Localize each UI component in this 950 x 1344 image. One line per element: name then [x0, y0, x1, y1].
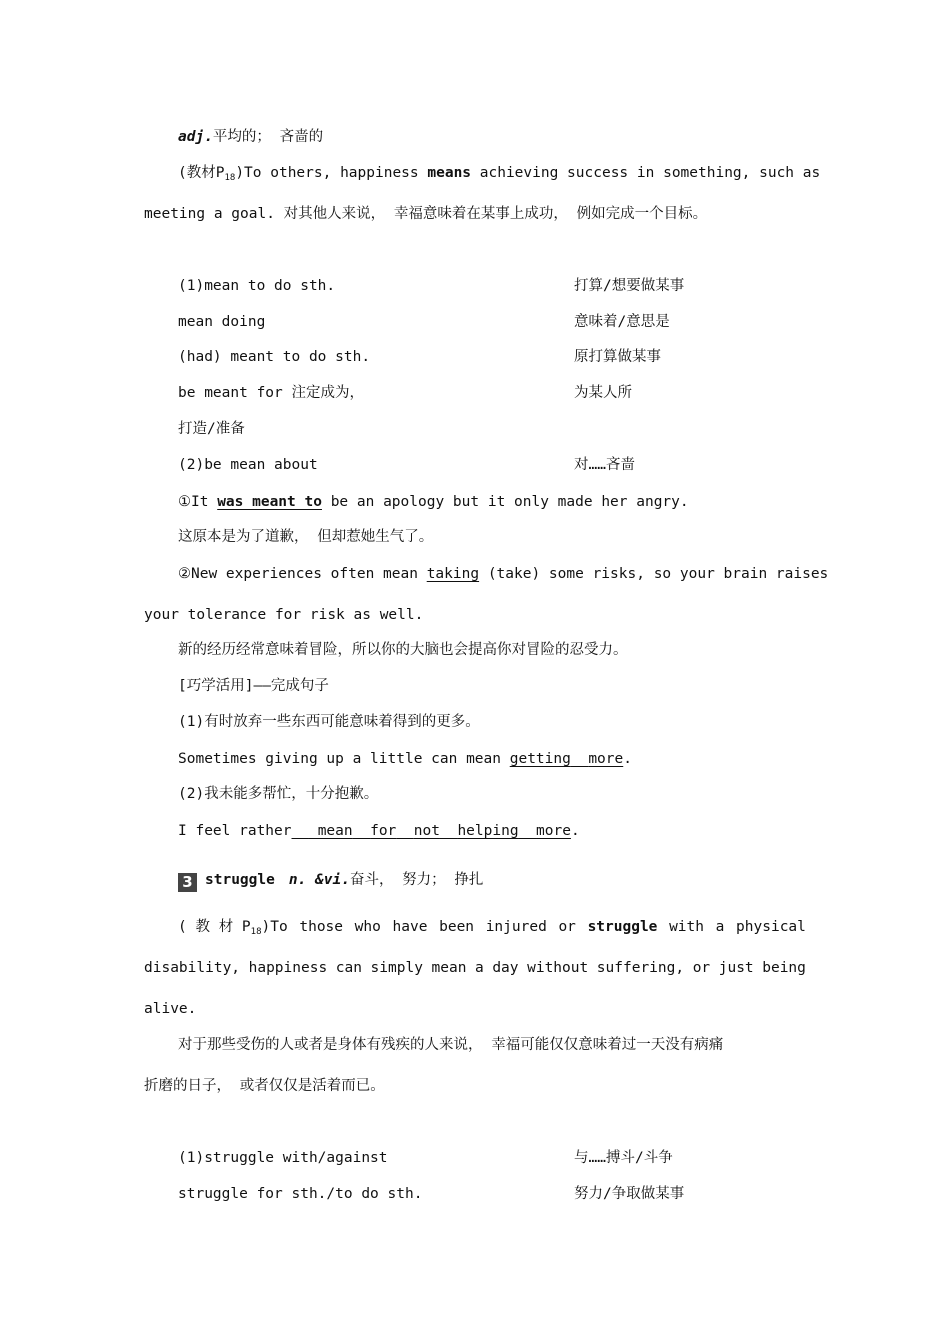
textbook-example-s3-line2 — [144, 958, 806, 978]
phrase-en: (1)mean to do sth. — [178, 278, 336, 294]
s3-translation-line2: 折磨的日子， 或者仅仅是活着而已。 — [144, 1078, 385, 1094]
phrase-en: (1)struggle with/against — [178, 1150, 388, 1166]
example-sentence-2 — [178, 564, 828, 584]
practice-q1-en — [178, 749, 632, 769]
practice-q2-zh: (2)我未能多帮忙，十分抱歉。 — [178, 786, 379, 802]
example-sentence-2-cont: your tolerance for risk as well. — [144, 607, 424, 623]
textbook-example-line2: meeting a goal. 对其他人来说， 幸福意味着在某事上成功， 例如完成一个目标。 — [144, 206, 708, 222]
answer-blank: more — [536, 823, 571, 839]
question-text: Sometimes giving up a little can mean — [178, 751, 510, 767]
example-word: those — [299, 919, 344, 935]
practice-title: [巧学活用]——完成句子 — [178, 678, 329, 694]
phrase-en: (had) meant to do sth. — [178, 349, 371, 365]
pos-label: n. &vi. — [288, 872, 350, 888]
sentence-text: ①It — [178, 494, 218, 510]
answer-blank: not — [413, 823, 440, 839]
example-source: (教材P — [178, 165, 225, 181]
adj-meaning: 平均的； 吝啬的 — [212, 129, 324, 145]
number-badge: 3 — [178, 873, 197, 892]
example-word: day — [492, 960, 519, 976]
example-word: mean — [431, 960, 467, 976]
example-word: suffering, — [596, 960, 685, 976]
example-word: have — [392, 919, 428, 935]
example-sentence-1-zh: 这原本是为了道歉， 但却惹她生气了。 — [178, 529, 434, 545]
textbook-example-s3-line3: alive. — [144, 1001, 197, 1017]
example-word: disability, — [144, 960, 241, 976]
example-word: being — [762, 960, 806, 976]
example-word: injured — [485, 919, 547, 935]
example-word: who — [354, 919, 381, 935]
answer-blank: for — [370, 823, 397, 839]
word-meaning: 奋斗， 努力； 挣扎 — [349, 872, 484, 888]
headword: struggle — [205, 872, 275, 888]
question-text: . — [623, 751, 632, 767]
question-text: . — [570, 823, 580, 839]
answer-blank: getting — [509, 751, 571, 767]
practice-q2-en — [178, 821, 580, 841]
phrase-zh: 打算/想要做某事 — [574, 278, 685, 294]
answer-blank: mean — [308, 823, 353, 839]
example-word: )To — [261, 919, 288, 935]
sentence-keyword: was meant to — [217, 494, 322, 510]
phrase-en: struggle for sth./to do sth. — [178, 1186, 423, 1202]
phrase-zh: 原打算做某事 — [574, 349, 661, 365]
pos-label: adj. — [178, 129, 213, 145]
phrase-zh: 为某人所 — [574, 385, 632, 401]
example-word: or — [692, 960, 711, 976]
phrase-en: mean doing — [178, 314, 266, 330]
answer-blank: helping — [457, 823, 519, 839]
textbook-example-s3-line1 — [178, 917, 806, 939]
word-heading-struggle — [178, 870, 483, 892]
example-word: without — [527, 960, 589, 976]
sentence-text: ②New experiences often mean — [178, 566, 427, 582]
phrase-en: (2)be mean about — [178, 457, 318, 473]
example-word: physical — [736, 919, 806, 935]
phrase-en: be meant for 注定成为， — [178, 385, 364, 401]
phrase-zh: 对……吝啬 — [574, 457, 635, 473]
phrase-zh: 意味着/意思是 — [574, 314, 670, 330]
answer-blank: more — [588, 751, 624, 767]
example-word: just — [718, 960, 754, 976]
practice-q1-zh: (1)有时放弃一些东西可能意味着得到的更多。 — [178, 714, 480, 730]
example-word: a — [475, 960, 484, 976]
phrase-zh: 努力/争取做某事 — [574, 1186, 685, 1202]
phrase-zh: 与……搏斗/斗争 — [574, 1150, 673, 1166]
textbook-example-line1 — [178, 163, 820, 185]
example-text: achieving success in something, such as — [471, 165, 821, 181]
example-sentence-2-zh: 新的经历经常意味着冒险，所以你的大脑也会提高你对冒险的忍受力。 — [178, 642, 628, 658]
sentence-answer: taking — [426, 566, 480, 582]
adj-definition — [178, 127, 323, 147]
example-word: simply — [370, 960, 423, 976]
question-text: I feel rather — [178, 823, 292, 839]
sentence-text: be an apology but it only made her angry. — [321, 494, 689, 510]
example-word: or — [558, 919, 576, 935]
example-keyword: struggle — [587, 919, 658, 935]
example-text: )To others, happiness — [235, 165, 428, 181]
example-keyword: means — [427, 165, 472, 181]
example-sentence-1 — [178, 492, 689, 512]
example-word: been — [439, 919, 475, 935]
example-word: happiness — [248, 960, 328, 976]
example-page: 18 — [250, 927, 262, 937]
s3-translation-line1: 对于那些受伤的人或者是身体有残疾的人来说， 幸福可能仅仅意味着过一天没有病痛 — [178, 1037, 724, 1053]
phrase-en: 打造/准备 — [178, 421, 245, 437]
example-source: ( 教 材 P — [178, 919, 251, 935]
example-word: a — [715, 919, 725, 935]
example-word: with — [669, 919, 704, 935]
example-word: can — [335, 960, 362, 976]
example-page: 18 — [224, 173, 236, 183]
sentence-text: (take) some risks, so your brain raises — [479, 566, 829, 582]
